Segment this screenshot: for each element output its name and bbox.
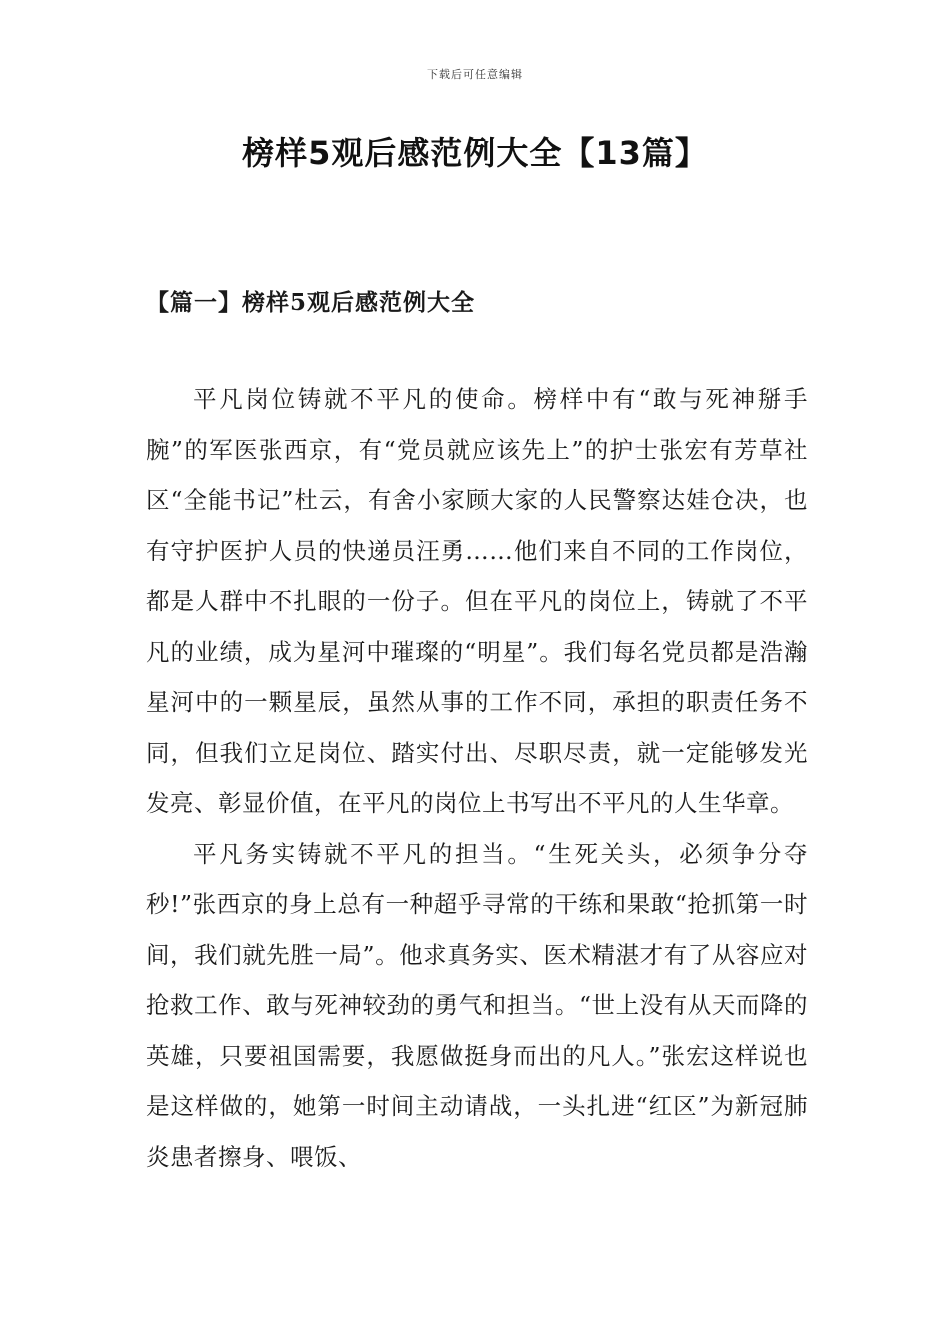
body-text — [146, 374, 808, 1182]
document-title: 榜样5观后感范例大全【13篇】 — [242, 134, 708, 172]
section-heading: 【篇一】榜样5观后感范例大全 — [146, 289, 476, 316]
paragraph: 平凡岗位铸就不平凡的使命。榜样中有“敢与死神掰手腕”的军医张西京，有“党员就应该先上”的护士张宏有芳草社区“全能书记”杜云，有舍小家顾大家的人民警察达娃仓决，也有守护医护人员的快递员汪勇……他们来自不同的工作岗位，都是人群中不扎眼的一份子。但在平凡的岗位上，铸就了不平凡的业绩，成为星河中璀璨的“明星”。我们每名党员都是浩瀚星河中的一颗星辰，虽然从事的工作不同，承担的职责任务不同，但我们立足岗位、踏实付出、尽职尽责，就一定能够发光发亮、彰显价值，在平凡的岗位上书写出不平凡的人生华章。 — [146, 385, 808, 817]
header-note: 下载后可任意编辑 — [427, 68, 523, 81]
paragraph: 平凡务实铸就不平凡的担当。“生死关头，必须争分夺秒!”张西京的身上总有一种超乎寻常的干练和果敢“抢抓第一时间，我们就先胜一局”。他求真务实、医术精湛才有了从容应对抢救工作、敢与死神较劲的勇气和担当。“世上没有从天而降的英雄，只要祖国需要，我愿做挺身而出的凡人。”张宏这样说也是这样做的，她第一时间主动请战，一头扎进“红区”为新冠肺炎患者擦身、喂饭、 — [146, 839, 808, 1171]
